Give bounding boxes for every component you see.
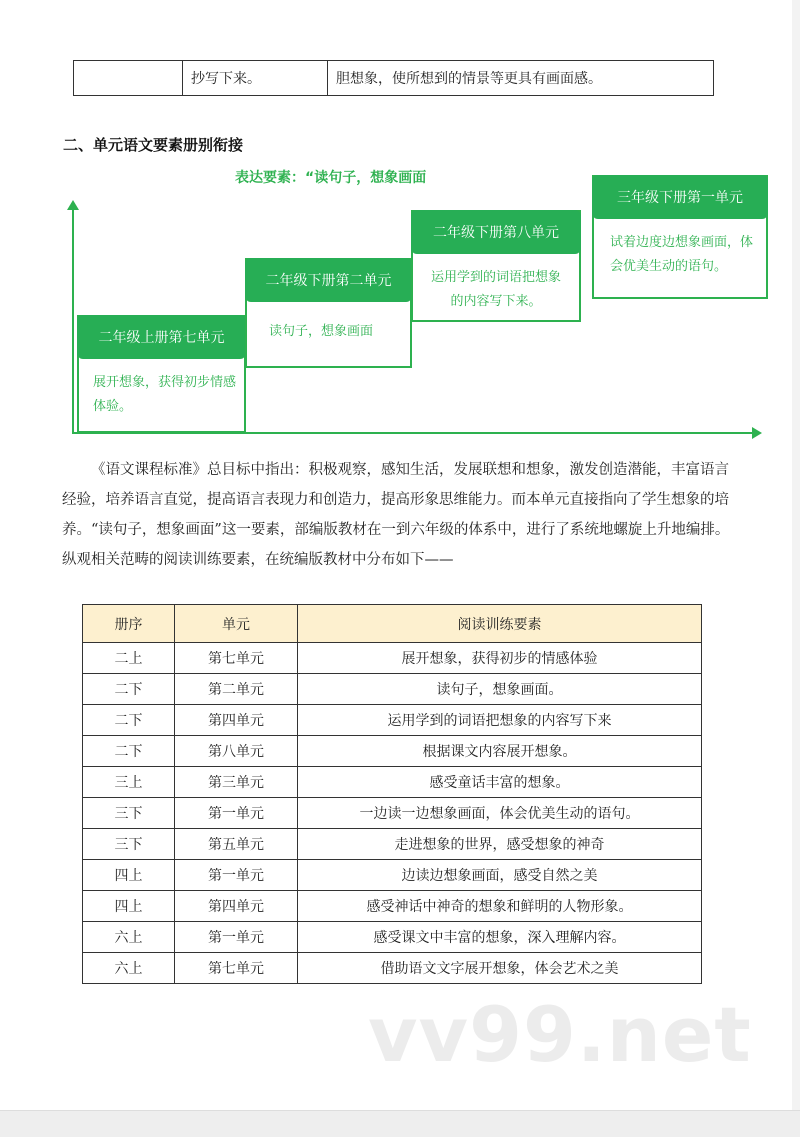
table-row — [83, 798, 702, 829]
table-cell: 运用学到的词语把想象的内容写下来 — [298, 705, 702, 736]
table-cell: 感受神话中神奇的想象和鲜明的人物形象。 — [298, 891, 702, 922]
column-header: 阅读训练要素 — [298, 605, 702, 643]
table-cell: 第一单元 — [175, 922, 298, 953]
table-cell: 根据课文内容展开想象。 — [298, 736, 702, 767]
table-cell: 二下 — [83, 674, 175, 705]
table-row — [83, 829, 702, 860]
table-cell: 二上 — [83, 643, 175, 674]
step-box — [77, 315, 246, 433]
arrow-up-icon — [67, 200, 79, 210]
step-body: 试着边度边想象画面，体会优美生动的语句。 — [610, 235, 754, 274]
table-cell: 读句子，想象画面。 — [298, 674, 702, 705]
table-cell: 展开想象，获得初步的情感体验 — [298, 643, 702, 674]
table-row — [83, 860, 702, 891]
table-cell: 四上 — [83, 891, 175, 922]
table-row — [83, 674, 702, 705]
table-cell — [74, 61, 183, 96]
table-cell: 第七单元 — [175, 953, 298, 984]
scrollbar[interactable] — [792, 0, 800, 1110]
table-cell: 第四单元 — [175, 891, 298, 922]
column-header: 单元 — [175, 605, 298, 643]
step-title: 二年级下册第八单元 — [411, 210, 581, 254]
table-row — [83, 891, 702, 922]
table-cell: 走进想象的世界，感受想象的神奇 — [298, 829, 702, 860]
table-cell: 抄写下来。 — [183, 61, 328, 96]
table-cell: 借助语文文字展开想象，体会艺术之美 — [298, 953, 702, 984]
step-body: 读句子，想象画面 — [269, 324, 374, 339]
step-body: 展开想象，获得初步情感体验。 — [93, 375, 237, 414]
table-cell: 三下 — [83, 798, 175, 829]
table-cell: 第二单元 — [175, 674, 298, 705]
table-row — [83, 953, 702, 984]
step-title: 二年级下册第二单元 — [245, 258, 412, 302]
column-header: 册序 — [83, 605, 175, 643]
table-row — [83, 705, 702, 736]
table-cell: 六上 — [83, 922, 175, 953]
table-cell: 第七单元 — [175, 643, 298, 674]
table-cell: 六上 — [83, 953, 175, 984]
top-table-fragment — [73, 60, 714, 96]
step-box — [411, 210, 581, 322]
step-body: 运用学到的词语把想象的内容写下来。 — [430, 270, 561, 309]
table-cell: 边读边想象画面，感受自然之美 — [298, 860, 702, 891]
table-cell: 第一单元 — [175, 798, 298, 829]
step-title: 三年级下册第一单元 — [592, 175, 768, 219]
arrow-right-icon — [752, 427, 762, 439]
table-row — [83, 736, 702, 767]
table-row — [83, 643, 702, 674]
table-cell: 四上 — [83, 860, 175, 891]
table-row — [83, 767, 702, 798]
table-cell: 第四单元 — [175, 705, 298, 736]
table-header-row — [83, 605, 702, 643]
diagram-title: 表达要素：“读句子，想象画面 — [235, 170, 427, 186]
section-heading: 二、单元语文要素册别衔接 — [63, 136, 244, 154]
table-cell: 第一单元 — [175, 860, 298, 891]
y-axis — [72, 208, 74, 433]
table-row — [74, 61, 714, 96]
table-cell: 三下 — [83, 829, 175, 860]
table-cell: 三上 — [83, 767, 175, 798]
step-title: 二年级上册第七单元 — [77, 315, 246, 359]
watermark: vv99.net — [368, 990, 752, 1079]
table-cell: 第三单元 — [175, 767, 298, 798]
table-cell: 二下 — [83, 705, 175, 736]
body-paragraph: 《语文课程标准》总目标中指出：积极观察，感知生活，发展联想和想象，激发创造潜能，丰富语言经验，培养语言直觉，提高语言表现力和创造力，提高形象思维能力。而本单元直接指向了学生想象的培养。“读句子，想象画面”这一要素，部编版教材在一到六年级的体系中，进行了系统地螺旋上升地编排。纵观相关范畴的阅读训练要素，在统编版教材中分布如下—— — [62, 462, 730, 568]
reading-elements-table — [82, 604, 702, 984]
table-row — [83, 922, 702, 953]
table-cell: 胆想象，使所想到的情景等更具有画面感。 — [328, 61, 714, 96]
table-cell: 第五单元 — [175, 829, 298, 860]
step-box — [245, 258, 412, 368]
table-cell: 感受课文中丰富的想象，深入理解内容。 — [298, 922, 702, 953]
bottom-bar — [0, 1110, 800, 1137]
table-cell: 二下 — [83, 736, 175, 767]
step-box — [592, 175, 768, 299]
table-cell: 感受童话丰富的想象。 — [298, 767, 702, 798]
table-cell: 一边读一边想象画面，体会优美生动的语句。 — [298, 798, 702, 829]
table-cell: 第八单元 — [175, 736, 298, 767]
